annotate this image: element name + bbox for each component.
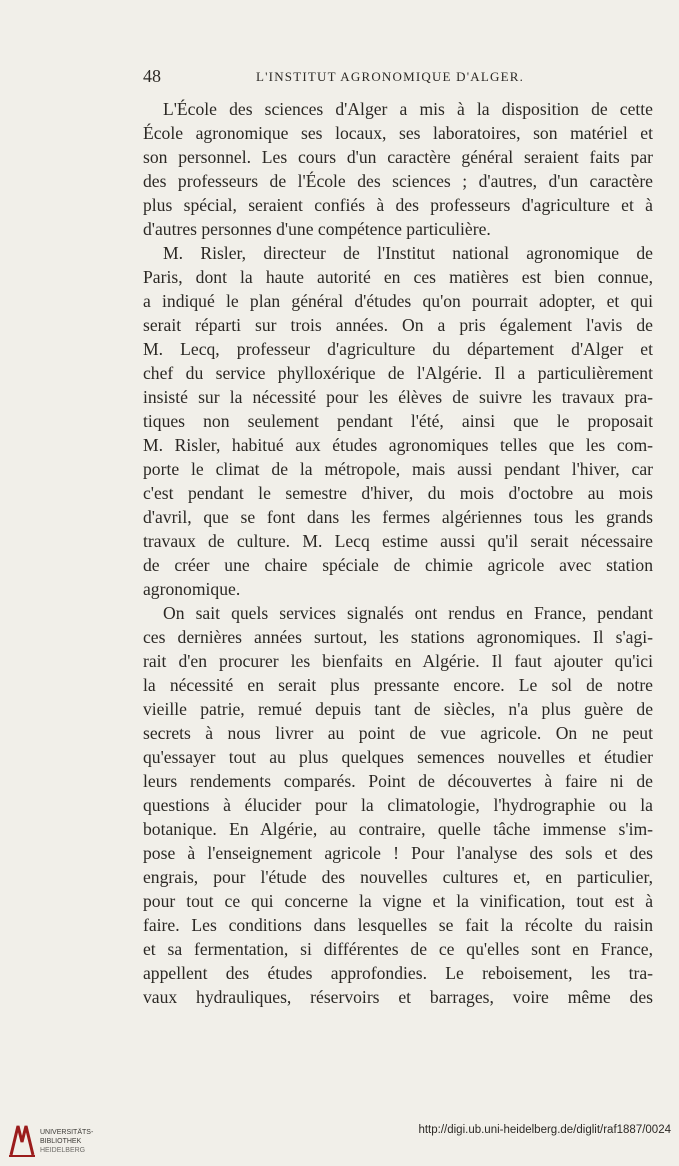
- text-line: L'École des sciences d'Alger a mis à la disposition de cette: [163, 99, 653, 119]
- text-line: rait d'en procurer les bienfaits en Algérie. Il faut ajouter qu'ici: [143, 651, 653, 671]
- text-line: vaux hydrauliques, réservoirs et barrages, voire même des: [143, 987, 653, 1007]
- text-line: c'est pendant le semestre d'hiver, du mois d'octobre au mois: [143, 483, 653, 503]
- library-line: BIBLIOTHEK: [40, 1138, 82, 1145]
- text-line: a indiqué le plan général d'études qu'on pourrait adopter, et qui: [143, 291, 653, 311]
- text-line: M. Risler, habitué aux études agronomiques telles que les com-: [143, 435, 653, 455]
- library-line: HEIDELBERG: [40, 1147, 86, 1154]
- text-line: d'autres personnes d'une compétence particulière.: [143, 219, 491, 239]
- text-line: d'avril, que se font dans les fermes algériennes tous les grands: [143, 507, 653, 527]
- page-header: [143, 66, 653, 90]
- text-line: insisté sur la nécessité pour les élèves de suivre les travaux pra-: [143, 387, 653, 407]
- text-line: la nécessité en serait plus pressante encore. Le sol de notre: [143, 675, 653, 695]
- text-line: tiques non seulement pendant l'été, ainsi que le proposait: [143, 411, 653, 431]
- text-line: M. Risler, directeur de l'Institut national agronomique de: [163, 243, 653, 263]
- text-line: École agronomique ses locaux, ses laboratoires, son matériel et: [143, 123, 653, 143]
- text-line: serait réparti sur trois années. On a pris également l'avis de: [143, 315, 653, 335]
- text-line: qu'essayer tout au plus quelques semences nouvelles et étudier: [143, 747, 653, 767]
- text-line: botanique. En Algérie, au contraire, quelle tâche immense s'im-: [143, 819, 653, 839]
- text-line: Paris, dont la haute autorité en ces matières est bien connue,: [143, 267, 653, 287]
- text-line: questions à élucider pour la climatologie, l'hydrographie ou la: [143, 795, 653, 815]
- text-line: M. Lecq, professeur d'agriculture du département d'Alger et: [143, 339, 653, 359]
- text-line: vieille patrie, remué depuis tant de siècles, n'a plus guère de: [143, 699, 653, 719]
- text-line: travaux de culture. M. Lecq estime aussi qu'il serait nécessaire: [143, 531, 653, 551]
- text-line: On sait quels services signalés ont rendus en France, pendant: [163, 603, 653, 623]
- text-line: engrais, pour l'étude des nouvelles cultures et, en particulier,: [143, 867, 653, 887]
- library-name: [40, 1128, 93, 1155]
- text-line: secrets à nous livrer au point de vue agricole. On ne peut: [143, 723, 653, 743]
- text-line: ces dernières années surtout, les stations agronomiques. Il s'agi-: [143, 627, 653, 647]
- text-line: son personnel. Les cours d'un caractère général seraient faits par: [143, 147, 653, 167]
- running-title: L'INSTITUT AGRONOMIQUE D'ALGER.: [256, 69, 525, 84]
- text-line: chef du service phylloxérique de l'Algérie. Il a particulièrement: [143, 363, 653, 383]
- text-line: plus spécial, seraient confiés à des professeurs d'agriculture et à: [143, 195, 653, 215]
- library-line: UNIVERSITÄTS-: [40, 1129, 94, 1136]
- page-number: 48: [143, 66, 161, 86]
- text-line: agronomique.: [143, 579, 241, 599]
- text-line: leurs rendements comparés. Point de découvertes à faire ni de: [143, 771, 653, 791]
- text-line: appellent des études approfondies. Le reboisement, les tra-: [143, 963, 653, 983]
- text-line: et sa fermentation, si différentes de ce qu'elles sont en France,: [143, 939, 653, 959]
- source-url[interactable]: http://digi.ub.uni-heidelberg.de/diglit/raf1887/0024: [418, 1124, 671, 1136]
- university-library-logo-icon: [8, 1122, 36, 1158]
- text-line: des professeurs de l'École des sciences ; d'autres, d'un caractère: [143, 171, 653, 191]
- text-line: de créer une chaire spéciale de chimie agricole avec station: [143, 555, 653, 575]
- text-line: pour tout ce qui concerne la vigne et la vinification, tout est à: [143, 891, 653, 911]
- text-line: porte le climat de la métropole, mais aussi pendant l'hiver, car: [143, 459, 653, 479]
- text-line: faire. Les conditions dans lesquelles se fait la récolte du raisin: [143, 915, 653, 935]
- text-line: pose à l'enseignement agricole ! Pour l'analyse des sols et des: [143, 843, 653, 863]
